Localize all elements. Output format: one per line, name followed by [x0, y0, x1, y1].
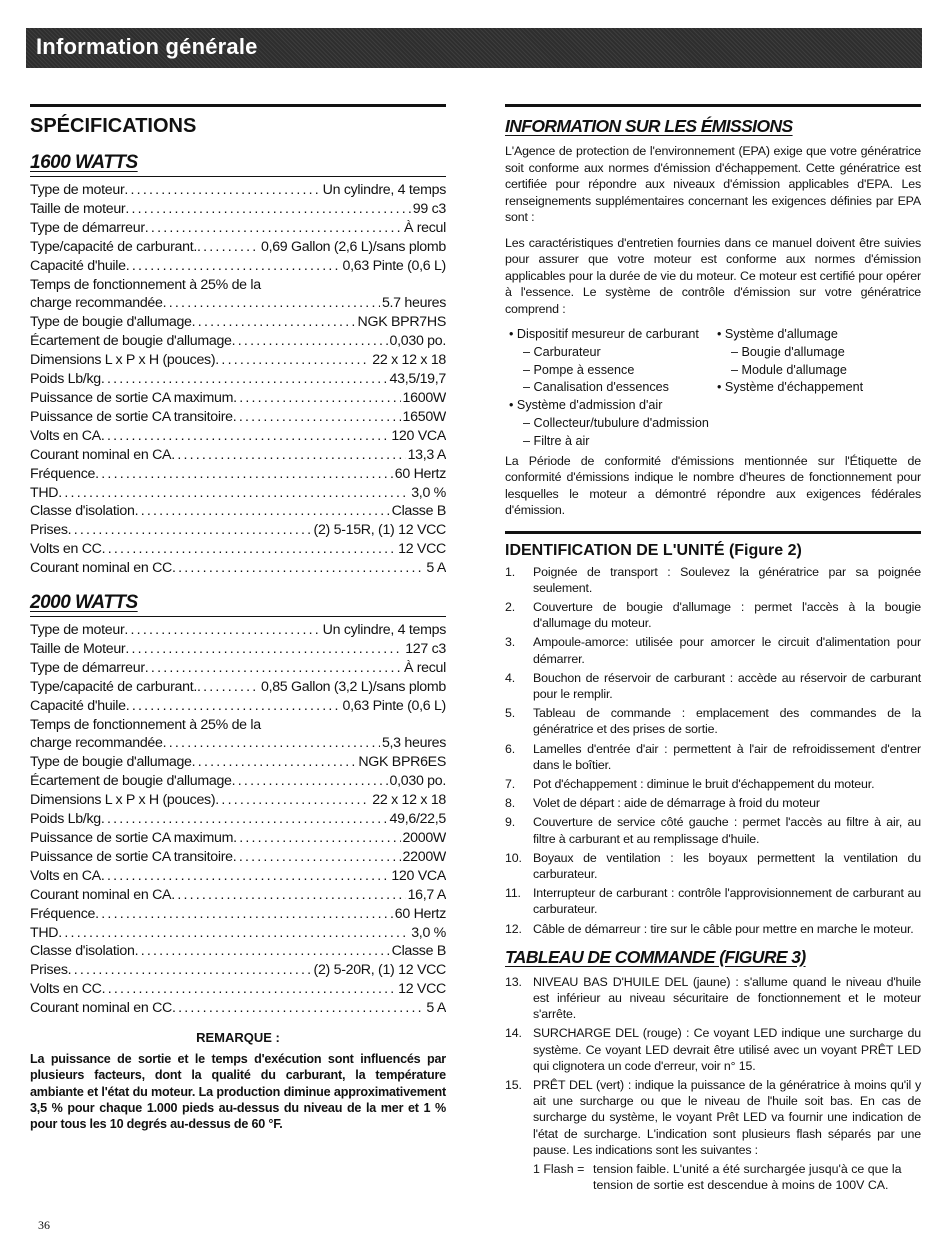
section-rule	[30, 104, 446, 107]
spec-value: 0,030 po.	[389, 333, 446, 350]
spec-row	[30, 427, 446, 446]
spec-label: Dimensions L x P x H (pouces)	[30, 352, 216, 369]
control-panel-list	[505, 974, 921, 1158]
spec-label: Puissance de sortie CA maximum	[30, 830, 234, 846]
spec-label: Volts en CA	[30, 427, 101, 444]
spec-value: (2) 5-15R, (1) 12 VCC	[313, 522, 446, 539]
item-number: 8.	[505, 796, 516, 811]
emission-systems-col-right	[713, 326, 921, 451]
emissions-title: INFORMATION SUR LES ÉMISSIONS	[505, 116, 793, 136]
numbered-item	[505, 741, 921, 773]
spec-value: 99 c3	[412, 200, 446, 217]
dot-leader	[135, 942, 390, 961]
dot-leader	[126, 697, 341, 716]
spec-label: Taille de moteur	[30, 200, 126, 217]
spec-label: Type de moteur	[30, 622, 125, 639]
spec-label: Taille de Moteur	[30, 640, 126, 657]
spec-row	[30, 678, 446, 697]
spec-value: 0,63 Pinte (0,6 L)	[342, 257, 446, 274]
identification-title: IDENTIFICATION DE L'UNITÉ (Figure 2)	[505, 541, 802, 559]
numbered-item	[505, 776, 921, 792]
spec-label: Écartement de bougie d'allumage	[30, 333, 232, 350]
item-number: 3.	[505, 635, 516, 650]
dot-leader	[163, 734, 380, 753]
left-column	[30, 104, 446, 1133]
item-text: Couverture de bougie d'allumage : permet l'accès à la bougie d'allumage du moteur.	[533, 599, 921, 631]
spec-row	[30, 502, 446, 521]
spec-value: 3,0 %	[411, 484, 446, 501]
spec-label: Classe d'isolation	[30, 943, 135, 960]
spec-row	[30, 980, 446, 999]
emission-systems-list	[505, 326, 921, 451]
spec-label: Capacité d'huile	[30, 697, 126, 714]
spec-value: 60 Hertz	[394, 905, 446, 922]
spec-row	[30, 734, 446, 753]
item-number: 5.	[505, 706, 516, 721]
bullet-item: • Système d'allumage	[713, 326, 921, 344]
dot-leader	[101, 370, 388, 389]
spec-label: charge recommandée	[30, 735, 163, 752]
numbered-item	[505, 1077, 921, 1158]
remark-text: La puissance de sortie et le temps d'exécution sont influencés par plusieurs facteurs, dont la qualité du carburant, la température ambiante et l'état du moteur. La production diminue approximativement 3,5 % pour chaque 1.000 pieds au-dessus du niveau de la mer et 1 % pour tous les 10 degrés au-dessus de 60 °F.	[30, 1052, 446, 1132]
spec-row	[30, 521, 446, 540]
identification-list	[505, 564, 921, 937]
numbered-item	[505, 921, 921, 937]
flash-code-key: 1 Flash =	[533, 1162, 585, 1177]
spec-value: 43,5/19,7	[389, 371, 446, 388]
spec-label: Prises	[30, 522, 68, 539]
spec-row	[30, 999, 446, 1018]
dot-leader	[197, 238, 259, 257]
spec-value: 0,69 Gallon (2,6 L)/sans plomb	[260, 238, 446, 255]
spec-value: 13,3 A	[407, 446, 446, 463]
dot-leader	[101, 867, 389, 886]
spec-value: 1650W	[402, 408, 446, 425]
dot-leader	[215, 351, 370, 370]
specifications-title: SPÉCIFICATIONS	[30, 115, 197, 137]
dot-leader	[232, 772, 388, 791]
spec-label: Prises	[30, 962, 68, 979]
sub-bullet-item: – Module d'allumage	[713, 362, 921, 380]
item-text: PRÊT DEL (vert) : indique la puissance de la génératrice à moins qu'il y ait une surcharge ou que le niveau de l'huile soit bas. En cas de surcharge du système, le voyant Prêt LED va fournir une indication de l'état de surcharge. L'indication sont plusieurs flash séparés par une pause. Les indications sont les suivantes :	[533, 1078, 921, 1157]
page-number: 36	[38, 1218, 50, 1232]
dot-leader	[232, 332, 388, 351]
spec-row	[30, 484, 446, 503]
spec-row	[30, 332, 446, 351]
dot-leader	[125, 640, 403, 659]
spec-row	[30, 370, 446, 389]
spec-row	[30, 810, 446, 829]
spec-label: THD	[30, 924, 59, 941]
spec-label: Volts en CA	[30, 867, 101, 884]
spec-row	[30, 867, 446, 886]
spec-value: 22 x 12 x 18	[372, 352, 446, 369]
item-number: 4.	[505, 670, 516, 685]
spec-value: Classe B	[391, 943, 446, 960]
watts-2000-title: 2000 WATTS	[30, 592, 138, 614]
spec-value: 2000W	[402, 830, 446, 846]
dot-leader	[145, 219, 402, 238]
spec-value: Un cylindre, 4 temps	[322, 622, 446, 639]
dot-leader	[197, 678, 259, 697]
specs-1600-list	[30, 181, 446, 578]
spec-row	[30, 640, 446, 659]
item-text: Poignée de transport : Soulevez la génératrice par sa poignée seulement.	[533, 564, 921, 595]
dot-leader	[102, 980, 396, 999]
spec-value: NGK BPR7HS	[357, 314, 446, 331]
subsection-rule	[30, 616, 446, 617]
spec-row	[30, 772, 446, 791]
spec-value: (2) 5-20R, (1) 12 VCC	[313, 962, 446, 979]
dot-leader	[102, 540, 396, 559]
numbered-item	[505, 850, 921, 882]
spec-label: Fréquence	[30, 465, 96, 482]
numbered-item	[505, 1025, 921, 1074]
spec-label: Type/capacité de carburant.	[30, 238, 197, 255]
spec-label: Puissance de sortie CA maximum	[30, 389, 234, 406]
sub-bullet-item: – Carburateur	[505, 344, 713, 362]
specs-2000-list	[30, 621, 446, 1018]
numbered-item	[505, 599, 921, 631]
spec-value: 120 VCA	[391, 427, 446, 444]
spec-label: charge recommandée	[30, 295, 163, 312]
spec-value: À recul	[403, 219, 446, 236]
dot-leader	[163, 294, 380, 313]
item-text: Lamelles d'entrée d'air : permettent à l'air de refroidissement d'entrer dans le boîtier.	[533, 741, 921, 772]
dot-leader	[95, 905, 393, 924]
dot-leader	[233, 389, 400, 408]
dot-leader	[68, 521, 312, 540]
spec-row	[30, 791, 446, 810]
item-text: Pot d'échappement : diminue le bruit d'échappement du moteur.	[533, 777, 875, 792]
spec-row	[30, 559, 446, 578]
item-number: 6.	[505, 741, 516, 756]
spec-value: 3,0 %	[411, 924, 446, 941]
spec-label: Fréquence	[30, 905, 96, 922]
spec-label: Courant nominal en CC	[30, 560, 172, 577]
spec-row	[30, 351, 446, 370]
emissions-paragraph-3: La Période de conformité d'émissions mentionnée sur l'Étiquette de conformité d'émissions indique le nombre d'heures de fonctionnement pour lesquelles le moteur a démontré répondre aux exigences fédérales d'émission.	[505, 453, 921, 518]
numbered-item	[505, 795, 921, 811]
spec-label: Type de moteur	[30, 182, 125, 198]
bullet-item: • Dispositif mesureur de carburant	[505, 326, 713, 344]
spec-label: Type de démarreur	[30, 219, 145, 236]
sub-bullet-item: – Filtre à air	[505, 433, 713, 451]
section-rule	[505, 531, 921, 534]
spec-value: 120 VCA	[391, 867, 446, 884]
sub-bullet-item: – Bougie d'allumage	[713, 344, 921, 362]
spec-label: Courant nominal en CC	[30, 1000, 172, 1017]
remark-title: REMARQUE :	[196, 1030, 280, 1046]
item-number: 2.	[505, 599, 516, 614]
spec-row	[30, 446, 446, 465]
spec-row	[30, 659, 446, 678]
spec-label: Dimensions L x P x H (pouces)	[30, 792, 216, 809]
dot-leader	[101, 427, 389, 446]
spec-value: 16,7 A	[407, 886, 446, 903]
spec-label: Puissance de sortie CA transitoire	[30, 408, 233, 425]
spec-value: 5.7 heures	[381, 295, 446, 312]
item-text: Interrupteur de carburant : contrôle l'approvisionnement de carburant au carburateur.	[533, 886, 921, 917]
spec-row	[30, 829, 446, 848]
numbered-item	[505, 564, 921, 596]
spec-row	[30, 848, 446, 867]
spec-label: Type de démarreur	[30, 659, 145, 676]
spec-label: Capacité d'huile	[30, 257, 126, 274]
spec-value: 127 c3	[405, 640, 446, 657]
spec-label: Courant nominal en CA	[30, 446, 172, 463]
dot-leader	[145, 659, 402, 678]
spec-row	[30, 408, 446, 427]
dot-leader	[58, 924, 409, 943]
spec-label: Type de bougie d'allumage	[30, 314, 192, 331]
spec-row	[30, 540, 446, 559]
spec-row	[30, 716, 446, 735]
item-text: Tableau de commande : emplacement des commandes de la génératrice et des prises de sortie.	[533, 706, 921, 737]
flash-code-row	[505, 1161, 921, 1193]
spec-value: 0,85 Gallon (3,2 L)/sans plomb	[260, 678, 446, 695]
spec-row	[30, 238, 446, 257]
spec-row	[30, 219, 446, 238]
spec-row	[30, 753, 446, 772]
numbered-item	[505, 705, 921, 737]
bullet-item: • Système d'échappement	[713, 379, 921, 397]
bullet-item: • Système d'admission d'air	[505, 397, 713, 415]
spec-label: Poids Lb/kg	[30, 371, 101, 388]
emission-systems-col-left	[505, 326, 713, 451]
spec-row	[30, 200, 446, 219]
dot-leader	[172, 559, 424, 578]
spec-value: 49,6/22,5	[389, 811, 446, 828]
spec-row	[30, 697, 446, 716]
flash-code-value: tension faible. L'unité a été surchargée jusqu'à ce que la tension de sortie est descendue à moins de 100V CA.	[593, 1162, 902, 1193]
item-number: 11.	[505, 886, 521, 901]
spec-label: Temps de fonctionnement à 25% de la	[30, 716, 261, 733]
spec-value: 5,3 heures	[381, 735, 446, 752]
item-number: 15.	[505, 1078, 522, 1093]
numbered-item	[505, 885, 921, 917]
item-number: 9.	[505, 815, 516, 830]
spec-value: 0,030 po.	[389, 773, 446, 790]
watts-1600-title: 1600 WATTS	[30, 152, 138, 173]
emissions-paragraph-2: Les caractéristiques d'entretien fournies dans ce manuel doivent être suivies pour assurer que votre moteur est conforme aux normes d'émission applicables pour la durée de vie du moteur. Ce moteur est certifié pour opérer à l'essence. Le système de contrôle d'émission sur votre génératrice comprend :	[505, 235, 921, 316]
control-panel-title: TABLEAU DE COMMANDE (FIGURE 3)	[505, 946, 806, 967]
item-text: Câble de démarreur : tire sur le câble pour mettre en marche le moteur.	[533, 921, 914, 936]
spec-label: THD	[30, 484, 59, 501]
dot-leader	[126, 257, 341, 276]
sub-bullet-item: – Collecteur/tubulure d'admission	[505, 415, 713, 433]
spec-value: 12 VCC	[398, 541, 446, 558]
emissions-paragraph-1: L'Agence de protection de l'environnement (EPA) exige que votre génératrice soit conforme aux normes d'émission d'échappement. Cette génératrice est certifiée pour répondre aux niveaux d'émission applicables d'EPA. Les renseignements supplémentaires concernant les exigences définies par EPA sont :	[505, 144, 921, 224]
spec-row	[30, 257, 446, 276]
spec-row	[30, 181, 446, 200]
item-text: Couverture de service côté gauche : permet l'accès au filtre à air, au filtre à carburant et au remplissage d'huile.	[533, 815, 921, 846]
spec-label: Écartement de bougie d'allumage	[30, 773, 232, 790]
banner-title: Information générale	[36, 34, 258, 59]
spec-label: Courant nominal en CA	[30, 886, 172, 903]
spec-row	[30, 621, 446, 640]
spec-label: Puissance de sortie CA transitoire	[30, 848, 233, 865]
spec-label: Poids Lb/kg	[30, 811, 101, 828]
numbered-item	[505, 974, 921, 1023]
spec-label: Classe d'isolation	[30, 503, 135, 520]
numbered-item	[505, 814, 921, 846]
dot-leader	[124, 181, 320, 200]
dot-leader	[101, 810, 388, 829]
item-number: 7.	[505, 777, 516, 792]
dot-leader	[171, 886, 405, 905]
dot-leader	[233, 829, 400, 848]
dot-leader	[95, 465, 393, 484]
spec-label: Type/capacité de carburant.	[30, 678, 197, 695]
spec-row	[30, 389, 446, 408]
item-text: Bouchon de réservoir de carburant : accède au réservoir de carburant pour le remplir.	[533, 670, 921, 701]
spec-row	[30, 924, 446, 943]
spec-label: Type de bougie d'allumage	[30, 754, 192, 771]
spec-value: Un cylindre, 4 temps	[322, 182, 446, 198]
item-text: SURCHARGE DEL (rouge) : Ce voyant LED indique une surcharge du système. Ce voyant LED devrait être utilisé avec un voyant PRÊT LED qui clignotera un code d'erreur, voir n° 15.	[533, 1026, 921, 1073]
item-number: 10.	[505, 850, 522, 865]
spec-value: À recul	[403, 659, 446, 676]
spec-row	[30, 886, 446, 905]
item-text: Boyaux de ventilation : les boyaux permettent la ventilation du carburateur.	[533, 850, 921, 882]
spec-row	[30, 294, 446, 313]
spec-value: 1600W	[402, 389, 446, 406]
numbered-item	[505, 670, 921, 702]
spec-value: 12 VCC	[398, 981, 446, 998]
dot-leader	[135, 502, 390, 521]
item-number: 13.	[505, 974, 522, 989]
right-column	[505, 104, 921, 1193]
spec-value: Classe B	[391, 503, 446, 520]
spec-row	[30, 961, 446, 980]
spec-row	[30, 465, 446, 484]
dot-leader	[233, 408, 401, 427]
spec-row	[30, 276, 446, 295]
spec-label: Volts en CC	[30, 981, 102, 998]
dot-leader	[172, 999, 424, 1018]
dot-leader	[125, 200, 410, 219]
spec-row	[30, 905, 446, 924]
spec-value: 22 x 12 x 18	[372, 792, 446, 809]
spec-value: 5 A	[426, 1000, 446, 1017]
item-number: 14.	[505, 1026, 522, 1041]
item-number: 1.	[505, 564, 516, 579]
dot-leader	[124, 621, 320, 640]
spec-label: Volts en CC	[30, 541, 102, 558]
spec-value: NGK BPR6ES	[358, 754, 446, 771]
dot-leader	[58, 484, 409, 503]
dot-leader	[171, 446, 405, 465]
spec-row	[30, 313, 446, 332]
spec-value: 5 A	[426, 560, 446, 577]
dot-leader	[233, 848, 401, 867]
spec-row	[30, 942, 446, 961]
spec-value: 60 Hertz	[394, 465, 446, 482]
dot-leader	[192, 753, 357, 772]
spec-value: 0,63 Pinte (0,6 L)	[342, 697, 446, 714]
sub-bullet-item: – Canalisation d'essences	[505, 379, 713, 397]
item-text: Volet de départ : aide de démarrage à froid du moteur	[533, 796, 820, 811]
sub-bullet-item: – Pompe à essence	[505, 362, 713, 380]
section-rule	[505, 104, 921, 107]
item-text: NIVEAU BAS D'HUILE DEL (jaune) : s'allume quand le niveau d'huile est inférieur au niveau sécuritaire de fonctionnement et le moteur s'arrête.	[533, 974, 921, 1022]
spec-value: 2200W	[402, 848, 446, 865]
dot-leader	[215, 791, 370, 810]
spec-label: Temps de fonctionnement à 25% de la	[30, 276, 261, 293]
dot-leader	[68, 961, 312, 980]
section-banner	[26, 28, 922, 68]
numbered-item	[505, 634, 921, 666]
subsection-rule	[30, 176, 446, 177]
item-text: Ampoule-amorce: utilisée pour amorcer le circuit d'alimentation pour démarrer.	[533, 635, 921, 666]
item-number: 12.	[505, 921, 522, 936]
dot-leader	[192, 313, 356, 332]
